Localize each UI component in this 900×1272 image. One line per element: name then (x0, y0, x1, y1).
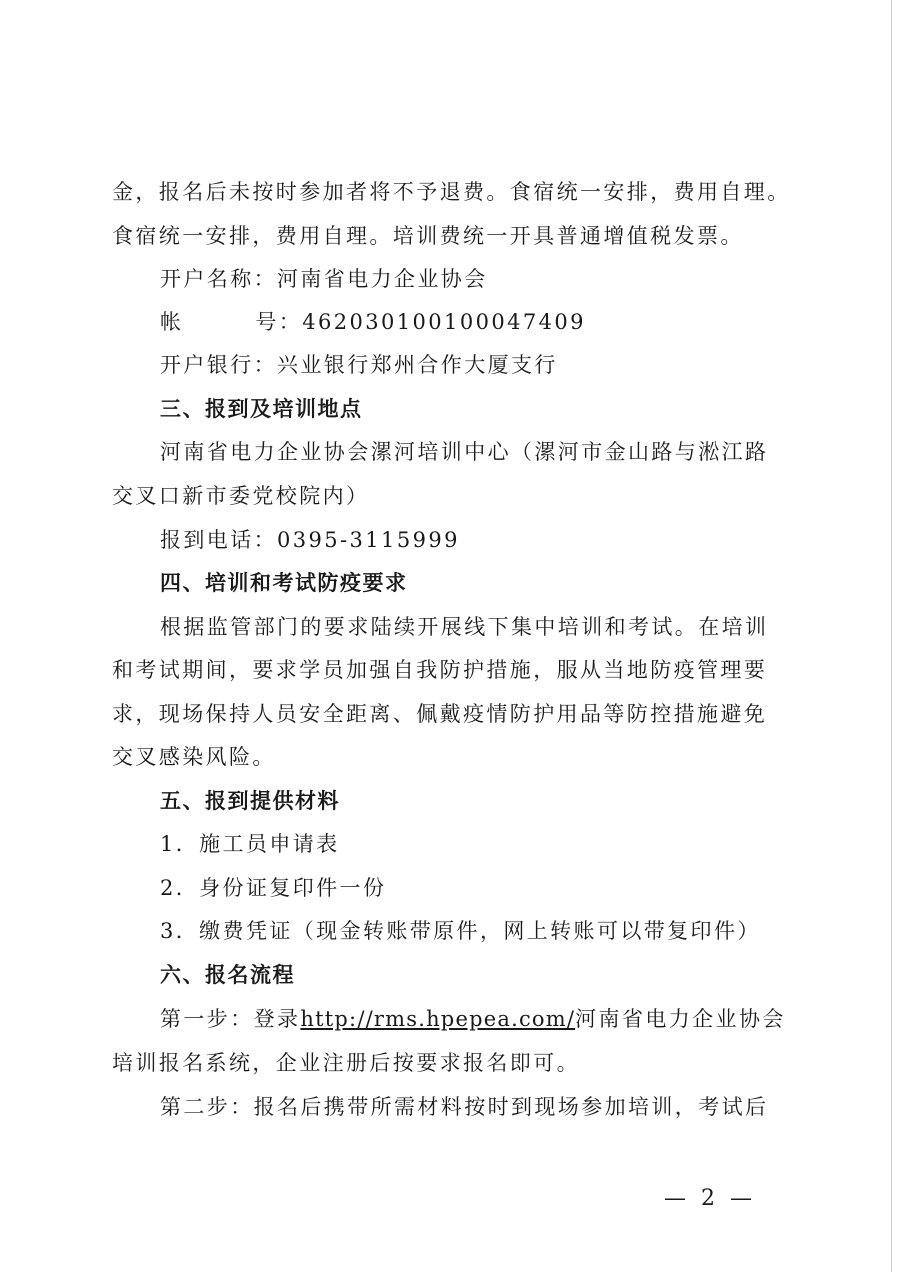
registration-link[interactable]: http://rms.hpepea.com/ (300, 1007, 576, 1031)
location-line-1: 河南省电力企业协会漯河培训中心（漯河市金山路与淞江路 (160, 440, 769, 464)
section-heading-6: 六、报名流程 (160, 962, 295, 987)
phone-line: 报到电话：0395-3115999 (160, 528, 460, 552)
section-heading-3: 三、报到及培训地点 (160, 396, 363, 421)
location-line-2: 交叉口新市委党校院内） (112, 484, 370, 508)
paragraph-line: 求，现场保持人员安全距离、佩戴疫情防护用品等防控措施避免 (112, 702, 768, 726)
step-1-suffix: 河南省电力企业协会 (575, 1007, 786, 1031)
paragraph-line: 根据监管部门的要求陆续开展线下集中培训和考试。在培训 (160, 615, 769, 639)
section-heading-4: 四、培训和考试防疫要求 (160, 570, 408, 595)
account-number-line (160, 300, 772, 344)
step-1-continuation: 培训报名系统，企业注册后按要求报名即可。 (112, 1051, 580, 1075)
bank-line: 开户银行：兴业银行郑州合作大厦支行 (160, 353, 558, 377)
account-name-line: 开户名称：河南省电力企业协会 (160, 267, 488, 291)
paragraph-line: 和考试期间，要求学员加强自我防护措施，服从当地防疫管理要 (112, 658, 768, 682)
account-number-label-a: 帐 (160, 310, 184, 334)
account-number-label-b: 号：462030100100047409 (255, 310, 586, 334)
material-item-2: 2．身份证复印件一份 (160, 876, 387, 900)
page-number: — 2 — (664, 1186, 756, 1211)
paragraph-line: 金，报名后未按时参加者将不予退费。食宿统一安排，费用自理。 (112, 180, 791, 204)
paragraph-line: 交叉感染风险。 (112, 745, 276, 769)
paragraph-line: 食宿统一安排，费用自理。培训费统一开具普通增值税发票。 (112, 224, 744, 248)
material-item-1: 1．施工员申请表 (160, 832, 340, 856)
step-1-prefix: 第一步：登录 (160, 1007, 301, 1031)
step-2-line: 第二步：报名后携带所需材料按时到现场参加培训，考试后 (160, 1095, 769, 1119)
material-item-3: 3．缴费凭证（现金转账带原件，网上转账可以带复印件） (160, 919, 761, 943)
step-1-line (160, 997, 786, 1041)
section-heading-5: 五、报到提供材料 (160, 788, 340, 813)
